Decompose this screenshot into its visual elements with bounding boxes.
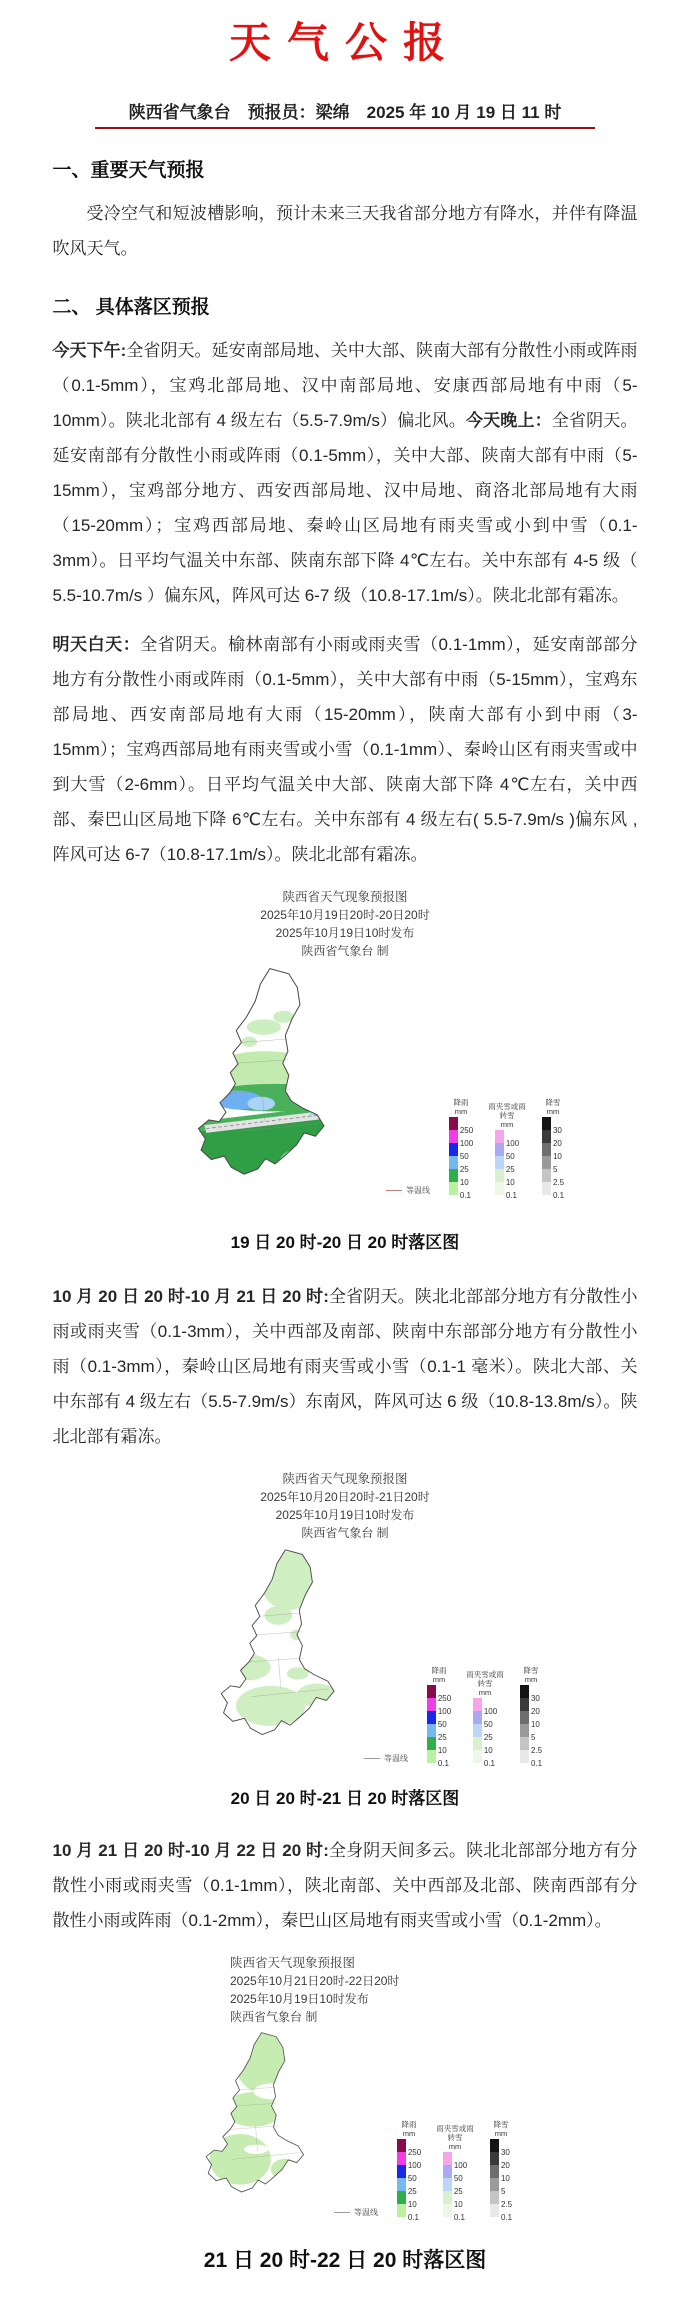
map1-shaanxi-map: [180, 960, 370, 1218]
forecast-day3-lead: 10 月 21 日 20 时-10 月 22 日 20 时:: [52, 1841, 329, 1860]
isoline-swatch: [334, 2212, 350, 2213]
forecast-tonight-lead: 今天晚上：: [465, 411, 552, 430]
map1-issue-time: 2025年10月19日10时发布: [275, 926, 415, 940]
map-figure-day3: [110, 1954, 580, 2274]
map1-line-legend: [386, 1185, 430, 1196]
forecast-today-paragraph: [53, 333, 638, 613]
map2-producer: 陕西省气象台 制: [301, 1526, 389, 1540]
legend-snow-bar: 降雪 mm 30 20 10 5 2.5 0.1: [534, 1099, 572, 1203]
map3-producer: 陕西省气象台 制: [230, 2010, 318, 2024]
forecast-day3-paragraph: [53, 1833, 638, 1938]
map2-canvas: [110, 1542, 580, 1774]
map3-caption: 21 日 20 时-22 日 20 时落区图: [203, 2249, 487, 2272]
map1-title: 陕西省天气现象预报图: [282, 890, 408, 904]
forecast-tomorrow-lead: 明天白天：: [52, 635, 141, 654]
isoline-label: 等温线: [354, 2208, 378, 2217]
map3-valid-time: 2025年10月21日20时-22日20时: [230, 1974, 400, 1988]
forecast-day3-text: 全身阴天间多云。陕北北部部分地方有分散性小雨或雨夹雪（0.1-1mm），陕北南部、关中西部及北部、陕南西部有分散性小雨或阵雨（0.1-2mm），秦巴山区局地有雨夹雪或小雪（0.1-2mm）。: [52, 1841, 638, 1930]
map3-issue-time: 2025年10月19日10时发布: [230, 1992, 369, 2006]
map1-caption: 19 日 20 时-20 日 20 时落区图: [230, 1233, 460, 1252]
byline-rule: [95, 98, 595, 129]
map2-legend: [420, 1667, 550, 1771]
map3-line-legend: [334, 2207, 378, 2218]
document-body: [53, 155, 638, 2274]
legend-sleet-bar: 雨夹雪或雨转雪 mm 100 50 25 10 0.1: [488, 1102, 526, 1200]
page-title: 天气公报: [228, 19, 461, 66]
forecast-today-afternoon-text: 全省阴天。延安南部局地、关中大部、陕南大部有分散性小雨或阵雨（0.1-5mm），宝鸡北部局地、汉中南部局地、安康西部局地有中雨（5-10mm）。陕北北部有 4 级左右（5.5-7.9m/s）偏北风。: [52, 341, 638, 430]
map2-shaanxi-map: [205, 1542, 375, 1774]
map1-legend: [442, 1099, 572, 1203]
forecast-day2-paragraph: [53, 1279, 638, 1454]
map2-title: 陕西省天气现象预报图: [282, 1472, 408, 1486]
map3-header: [110, 1954, 580, 2026]
legend-snow-bar: 降雪 mm 30 20 10 5 2.5 0.1: [482, 2121, 520, 2225]
map1-producer: 陕西省气象台 制: [301, 944, 389, 958]
isoline-label: 等温线: [384, 1754, 408, 1763]
map2-line-legend: [364, 1753, 408, 1764]
map2-valid-time: 2025年10月20日20时-21日20时: [260, 1490, 430, 1504]
forecast-today-afternoon-lead: 今天下午:: [52, 341, 127, 360]
map-figure-day1: [110, 888, 580, 1253]
byline: 陕西省气象台 预报员：梁绵 2025 年 10 月 19 日 11 时: [128, 103, 562, 122]
legend-rain-bar: 降雨 mm 250 100 50 25 10 0.1: [390, 2121, 428, 2225]
legend-rain-bar: 降雨 mm 250 100 50 25 10 0.1: [420, 1667, 458, 1771]
important-forecast-paragraph: [53, 196, 638, 266]
section-heading-important: 一、重要天气预报: [52, 160, 205, 181]
important-forecast-text: 受冷空气和短波槽影响，预计未来三天我省部分地方有降水，并伴有降温吹风天气。: [52, 204, 638, 258]
forecast-tomorrow-paragraph: [53, 627, 638, 872]
map3-title: 陕西省天气现象预报图: [230, 1956, 356, 1970]
legend-sleet-bar: 雨夹雪或雨转雪 mm 100 50 25 10 0.1: [466, 1670, 504, 1768]
isoline-swatch: [364, 1758, 380, 1759]
map1-valid-time: 2025年10月19日20时-20日20时: [260, 908, 430, 922]
map2-caption: 20 日 20 时-21 日 20 时落区图: [230, 1789, 460, 1808]
forecast-day2-lead: 10 月 20 日 20 时-10 月 21 日 20 时:: [52, 1287, 329, 1306]
map3-legend: [390, 2121, 520, 2225]
map2-header: [110, 1470, 580, 1542]
forecast-tomorrow-text: 全省阴天。榆林南部有小雨或雨夹雪（0.1-1mm），延安南部部分地方有分散性小雨或阵雨（0.1-5mm），关中大部有中雨（5-15mm），宝鸡东部局地、西安南部局地有大雨（15-20mm），陕南大部有小到中雨（3-15mm）；宝鸡西部局地有雨夹雪或小雪（0.1-1mm）、秦岭山区有雨夹雪或中到大雪（2-6mm）。日平均气温关中大部、陕南大部下降 4℃左右，关中西部、秦巴山区局地下降 6℃左右。关中东部有 4 级左右( 5.5-7.9m/s )偏东风 ,阵风可达 6-7（10.8-17.1m/s）。陕北北部有霜冻。: [52, 635, 638, 864]
map2-issue-time: 2025年10月19日10时发布: [275, 1508, 415, 1522]
map1-canvas: [110, 960, 580, 1218]
forecast-tonight-text: 全省阴天。延安南部有分散性小雨或阵雨（0.1-5mm），关中大部、陕南大部有中雨（5-15mm），宝鸡部分地方、西安西部局地、汉中局地、商洛北部局地有大雨（15-20mm）；宝鸡西部局地、秦岭山区局地有雨夹雪或小到中雪（0.1-3mm）。日平均气温关中东部、陕南东部下降 4℃左右。关中东部有 4-5 级（ 5.5-10.7m/s ）偏东风，阵风可达 6-7 级（10.8-17.1m/s）。陕北北部有霜冻。: [52, 411, 638, 605]
isoline-label: 等温线: [406, 1186, 430, 1195]
isoline-swatch: [386, 1190, 402, 1191]
map1-header: [110, 888, 580, 960]
section-heading-detail: 二、 具体落区预报: [52, 297, 210, 318]
forecast-day2-text: 全省阴天。陕北北部部分地方有分散性小雨或雨夹雪（0.1-3mm），关中西部及南部、陕南中东部部分地方有分散性小雨（0.1-3mm），秦岭山区局地有雨夹雪或小雪（0.1-1 毫米）。陕北大部、关中东部有 4 级左右（5.5-7.9m/s）东南风，阵风可达 6 级（10.8-13.8m/s）。陕北北部有霜冻。: [52, 1287, 638, 1446]
legend-rain-bar: 降雨 mm 250 100 50 25 10 0.1: [442, 1099, 480, 1203]
legend-sleet-bar: 雨夹雪或雨转雪 mm 100 50 25 10 0.1: [436, 2124, 474, 2222]
map-figure-day2: [110, 1470, 580, 1809]
legend-snow-bar: 降雪 mm 30 20 10 5 2.5 0.1: [512, 1667, 550, 1771]
map3-canvas: [110, 2026, 580, 2226]
map3-shaanxi-map: [192, 2026, 339, 2226]
